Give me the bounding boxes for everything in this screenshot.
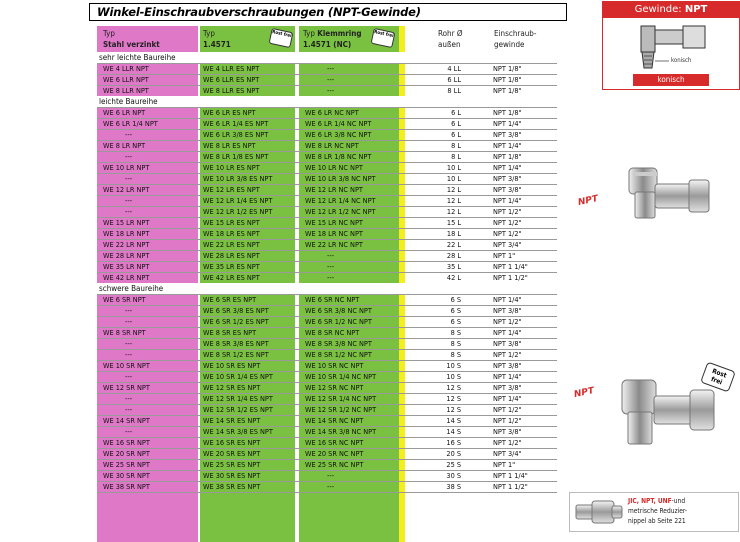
cell-thread: NPT 1/2" <box>493 416 522 425</box>
cell-nc-type: WE 8 LR 1/8 NC NPT <box>305 152 372 161</box>
cell-es-type: WE 8 LLR ES NPT <box>203 86 260 95</box>
thread-legend-konisch-small: konisch <box>671 57 692 64</box>
table-row <box>97 448 557 459</box>
cell-nc-type: --- <box>327 482 335 491</box>
cell-es-type: WE 14 SR ES NPT <box>203 416 261 425</box>
cell-stahl-type: WE 38 SR NPT <box>103 482 150 491</box>
table-row <box>97 63 557 74</box>
cell-es-type: WE 35 LR ES NPT <box>203 262 260 271</box>
cell-es-type: WE 12 SR 1/2 ES NPT <box>203 405 273 414</box>
cell-es-type: WE 6 SR ES NPT <box>203 295 257 304</box>
table-row <box>97 316 557 327</box>
table-row <box>97 195 557 206</box>
cell-thread: NPT 3/8" <box>493 383 522 392</box>
cell-pipe-od: 8 S <box>450 339 461 348</box>
table-row <box>97 426 557 437</box>
cell-thread: NPT 1/4" <box>493 119 522 128</box>
cell-es-type: WE 42 LR ES NPT <box>203 273 260 282</box>
header-col6 <box>494 28 536 50</box>
cell-nc-type: WE 22 LR NC NPT <box>305 240 363 249</box>
cell-thread: NPT 1 1/2" <box>493 482 528 491</box>
table-row <box>97 415 557 426</box>
rostfrei-badge-col2-text: Rost frei <box>271 30 292 40</box>
cell-es-type: WE 8 SR 1/2 ES NPT <box>203 350 269 359</box>
cell-es-type: WE 12 LR 1/2 ES NPT <box>203 207 273 216</box>
cell-es-type: WE 10 SR ES NPT <box>203 361 261 370</box>
header-col3-line2: 1.4571 (NC) <box>303 40 352 49</box>
cell-thread: NPT 1/8" <box>493 64 522 73</box>
cell-stahl-type: WE 10 SR NPT <box>103 361 150 370</box>
cell-thread: NPT 1/8" <box>493 108 522 117</box>
cell-nc-type: WE 12 SR 1/2 NC NPT <box>305 405 377 414</box>
cell-stahl-type: WE 10 LR NPT <box>103 163 150 172</box>
table-end-divider <box>97 492 557 493</box>
cell-thread: NPT 1/2" <box>493 207 522 216</box>
cell-pipe-od: 42 L <box>446 273 461 282</box>
cell-thread: NPT 1/2" <box>493 317 522 326</box>
cell-pipe-od: 12 L <box>446 207 461 216</box>
table-row <box>97 118 557 129</box>
cell-nc-type: --- <box>327 273 335 282</box>
cell-nc-type: WE 25 SR NC NPT <box>305 460 364 469</box>
cell-nc-type: --- <box>327 251 335 260</box>
cell-thread: NPT 1/4" <box>493 394 522 403</box>
cell-thread: NPT 1/2" <box>493 405 522 414</box>
cell-es-type: WE 38 SR ES NPT <box>203 482 261 491</box>
cell-nc-type: WE 8 SR NC NPT <box>305 328 360 337</box>
cell-thread: NPT 3/8" <box>493 339 522 348</box>
cell-nc-type: WE 14 SR 3/8 NC NPT <box>305 427 377 436</box>
cell-stahl-type: WE 6 LR 1/4 NPT <box>103 119 158 128</box>
table-row <box>97 437 557 448</box>
cell-pipe-od: 20 S <box>446 449 461 458</box>
cell-thread: NPT 1/8" <box>493 75 522 84</box>
cell-thread: NPT 1/2" <box>493 350 522 359</box>
cell-stahl-type: WE 4 LLR NPT <box>103 64 149 73</box>
cell-es-type: WE 6 LR ES NPT <box>203 108 256 117</box>
table-row <box>97 294 557 305</box>
elbow-fitting-photo-1 <box>605 162 715 232</box>
thread-legend-label: Gewinde: <box>634 4 682 15</box>
table-row <box>97 261 557 272</box>
table-row <box>97 305 557 316</box>
cell-es-type: WE 6 LR 3/8 ES NPT <box>203 130 269 139</box>
header-col3 <box>303 28 361 50</box>
header-col3-line1 <box>303 28 361 39</box>
cell-stahl-type: WE 6 SR NPT <box>103 295 146 304</box>
cell-thread: NPT 1/2" <box>493 229 522 238</box>
cell-es-type: WE 25 SR ES NPT <box>203 460 261 469</box>
table-row <box>97 371 557 382</box>
cell-nc-type: WE 8 LR NC NPT <box>305 141 359 150</box>
cell-es-type: WE 4 LLR ES NPT <box>203 64 260 73</box>
thread-legend-type: NPT <box>684 4 708 15</box>
cell-es-type: WE 12 SR ES NPT <box>203 383 261 392</box>
cell-thread: NPT 3/8" <box>493 306 522 315</box>
table-row <box>97 470 557 481</box>
cell-stahl-type: --- <box>125 427 133 436</box>
cell-nc-type: WE 12 LR 1/2 NC NPT <box>305 207 376 216</box>
table-row <box>97 173 557 184</box>
cell-stahl-type: WE 20 SR NPT <box>103 449 150 458</box>
cell-stahl-type: WE 18 LR NPT <box>103 229 150 238</box>
cell-pipe-od: 6 S <box>450 317 461 326</box>
cell-thread: NPT 1/4" <box>493 295 522 304</box>
cell-nc-type: WE 10 LR 3/8 NC NPT <box>305 174 376 183</box>
cell-es-type: WE 12 SR 1/4 ES NPT <box>203 394 273 403</box>
thread-legend-header <box>603 2 739 18</box>
cell-pipe-od: 4 LL <box>447 64 461 73</box>
cell-pipe-od: 10 S <box>446 372 461 381</box>
table-row <box>97 481 557 492</box>
cell-es-type: WE 16 SR ES NPT <box>203 438 261 447</box>
cell-es-type: WE 20 SR ES NPT <box>203 449 261 458</box>
cell-pipe-od: 10 S <box>446 361 461 370</box>
rostfrei-badge-photo-text: Rost frei <box>709 366 728 387</box>
cell-pipe-od: 6 S <box>450 306 461 315</box>
cell-nc-type: WE 14 SR NC NPT <box>305 416 364 425</box>
table-row <box>97 393 557 404</box>
table-row <box>97 459 557 470</box>
reducer-note-text-1: -und <box>671 497 686 505</box>
cell-pipe-od: 15 L <box>446 218 461 227</box>
cell-pipe-od: 8 L <box>451 152 461 161</box>
cell-pipe-od: 30 S <box>446 471 461 480</box>
cell-es-type: WE 8 SR 3/8 ES NPT <box>203 339 269 348</box>
page-title-box <box>89 3 567 21</box>
table-row <box>97 239 557 250</box>
cell-nc-type: WE 8 SR 3/8 NC NPT <box>305 339 372 348</box>
cell-thread: NPT 3/8" <box>493 185 522 194</box>
cell-stahl-type: WE 42 LR NPT <box>103 273 150 282</box>
reducer-nipple-photo <box>574 497 624 527</box>
cell-nc-type: WE 12 LR 1/4 NC NPT <box>305 196 376 205</box>
header-col3-typ: Typ <box>303 29 318 38</box>
cell-stahl-type: --- <box>125 207 133 216</box>
cell-thread: NPT 1/4" <box>493 372 522 381</box>
cell-nc-type: WE 10 SR NC NPT <box>305 361 364 370</box>
table-row <box>97 272 557 283</box>
npt-label-photo-2: NPT <box>573 386 596 400</box>
table-row <box>97 151 557 162</box>
reducer-note-red: JIC, NPT, UNF <box>628 497 672 505</box>
cell-thread: NPT 1/2" <box>493 218 522 227</box>
cell-pipe-od: 14 S <box>446 427 461 436</box>
cell-thread: NPT 1/4" <box>493 328 522 337</box>
header-col1-line2: Stahl verzinkt <box>103 40 160 49</box>
header-col1-line1: Typ <box>103 29 115 38</box>
header-col3-klemmring: Klemmring <box>317 29 362 38</box>
cell-nc-type: --- <box>327 75 335 84</box>
cell-es-type: WE 10 LR 3/8 ES NPT <box>203 174 273 183</box>
group-header <box>97 283 557 294</box>
table-row <box>97 206 557 217</box>
reducer-note-text-3: nippel ab Seite 221 <box>628 517 686 525</box>
cell-stahl-type: --- <box>125 174 133 183</box>
cell-es-type: WE 14 SR 3/8 ES NPT <box>203 427 273 436</box>
cell-es-type: WE 10 LR ES NPT <box>203 163 260 172</box>
table-row <box>97 107 557 118</box>
thread-legend-box <box>602 1 740 90</box>
cell-pipe-od: 18 L <box>446 229 461 238</box>
table-row <box>97 250 557 261</box>
cell-nc-type: WE 12 LR NC NPT <box>305 185 363 194</box>
cell-stahl-type: WE 8 LR NPT <box>103 141 146 150</box>
npt-thread-diagram-icon <box>629 20 713 72</box>
cell-stahl-type: WE 25 SR NPT <box>103 460 150 469</box>
header-col5 <box>438 28 463 50</box>
cell-pipe-od: 12 L <box>446 185 461 194</box>
cell-pipe-od: 10 L <box>446 163 461 172</box>
cell-pipe-od: 6 L <box>451 130 461 139</box>
cell-stahl-type: WE 30 SR NPT <box>103 471 150 480</box>
cell-es-type: WE 10 SR 1/4 ES NPT <box>203 372 273 381</box>
cell-nc-type: WE 6 SR 3/8 NC NPT <box>305 306 372 315</box>
rostfrei-badge-col3-text: Rost frei <box>373 30 394 40</box>
cell-es-type: WE 12 LR ES NPT <box>203 185 260 194</box>
cell-stahl-type: --- <box>125 405 133 414</box>
cell-pipe-od: 16 S <box>446 438 461 447</box>
cell-pipe-od: 22 L <box>446 240 461 249</box>
header-col2-line2: 1.4571 <box>203 40 231 49</box>
cell-thread: NPT 1" <box>493 251 516 260</box>
cell-es-type: WE 6 SR 1/2 ES NPT <box>203 317 269 326</box>
group-header <box>97 52 557 63</box>
table-row <box>97 360 557 371</box>
cell-pipe-od: 8 S <box>450 328 461 337</box>
cell-thread: NPT 3/8" <box>493 174 522 183</box>
cell-stahl-type: --- <box>125 306 133 315</box>
cell-nc-type: WE 6 LR 1/4 NC NPT <box>305 119 372 128</box>
cell-stahl-type: --- <box>125 350 133 359</box>
cell-es-type: WE 6 LLR ES NPT <box>203 75 260 84</box>
cell-nc-type: WE 8 SR 1/2 NC NPT <box>305 350 372 359</box>
cell-stahl-type: --- <box>125 394 133 403</box>
cell-thread: NPT 1/4" <box>493 163 522 172</box>
cell-nc-type: WE 20 SR NC NPT <box>305 449 364 458</box>
cell-nc-type: --- <box>327 262 335 271</box>
cell-thread: NPT 1/2" <box>493 438 522 447</box>
cell-nc-type: WE 10 LR NC NPT <box>305 163 363 172</box>
table-row <box>97 382 557 393</box>
cell-nc-type: WE 6 SR 1/2 NC NPT <box>305 317 372 326</box>
cell-stahl-type: WE 35 LR NPT <box>103 262 150 271</box>
group-label: leichte Baureihe <box>99 97 158 106</box>
cell-pipe-od: 12 S <box>446 394 461 403</box>
thread-legend-konisch-bar: konisch <box>633 74 709 86</box>
cell-pipe-od: 35 L <box>446 262 461 271</box>
cell-thread: NPT 1" <box>493 460 516 469</box>
cell-thread: NPT 1/4" <box>493 196 522 205</box>
cell-nc-type: WE 6 LR NC NPT <box>305 108 359 117</box>
cell-nc-type: --- <box>327 86 335 95</box>
cell-pipe-od: 8 S <box>450 350 461 359</box>
header-col2 <box>203 28 231 50</box>
cell-thread: NPT 1 1/4" <box>493 471 528 480</box>
cell-thread: NPT 3/4" <box>493 240 522 249</box>
group-header <box>97 96 557 107</box>
cell-stahl-type: WE 12 SR NPT <box>103 383 150 392</box>
cell-thread: NPT 1 1/2" <box>493 273 528 282</box>
cell-es-type: WE 28 LR ES NPT <box>203 251 260 260</box>
cell-nc-type: WE 16 SR NC NPT <box>305 438 364 447</box>
table-row <box>97 74 557 85</box>
cell-stahl-type: --- <box>125 130 133 139</box>
cell-es-type: WE 6 SR 3/8 ES NPT <box>203 306 269 315</box>
cell-es-type: WE 15 LR ES NPT <box>203 218 260 227</box>
cell-pipe-od: 6 S <box>450 295 461 304</box>
table-row <box>97 140 557 151</box>
group-label: schwere Baureihe <box>99 284 164 293</box>
cell-pipe-od: 12 S <box>446 383 461 392</box>
cell-pipe-od: 12 S <box>446 405 461 414</box>
cell-es-type: WE 8 SR ES NPT <box>203 328 257 337</box>
cell-nc-type: WE 15 LR NC NPT <box>305 218 363 227</box>
cell-stahl-type: --- <box>125 372 133 381</box>
cell-stahl-type: WE 22 LR NPT <box>103 240 150 249</box>
cell-pipe-od: 8 LL <box>447 86 461 95</box>
cell-thread: NPT 3/8" <box>493 361 522 370</box>
cell-es-type: WE 30 SR ES NPT <box>203 471 261 480</box>
cell-stahl-type: --- <box>125 196 133 205</box>
table-row <box>97 129 557 140</box>
cell-pipe-od: 8 L <box>451 141 461 150</box>
cell-nc-type: --- <box>327 471 335 480</box>
cell-pipe-od: 25 S <box>446 460 461 469</box>
cell-thread: NPT 1/4" <box>493 141 522 150</box>
cell-nc-type: WE 12 SR NC NPT <box>305 383 364 392</box>
cell-nc-type: WE 12 SR 1/4 NC NPT <box>305 394 377 403</box>
table-row <box>97 162 557 173</box>
table-row <box>97 338 557 349</box>
cell-stahl-type: --- <box>125 339 133 348</box>
cell-thread: NPT 3/4" <box>493 449 522 458</box>
cell-stahl-type: WE 6 LLR NPT <box>103 75 149 84</box>
cell-thread: NPT 3/8" <box>493 130 522 139</box>
cell-stahl-type: WE 15 LR NPT <box>103 218 150 227</box>
group-label: sehr leichte Baureihe <box>99 53 176 62</box>
table-row <box>97 327 557 338</box>
cell-es-type: WE 8 LR ES NPT <box>203 141 256 150</box>
cell-pipe-od: 28 L <box>446 251 461 260</box>
cell-stahl-type: --- <box>125 152 133 161</box>
cell-es-type: WE 8 LR 1/8 ES NPT <box>203 152 269 161</box>
cell-pipe-od: 10 L <box>446 174 461 183</box>
cell-pipe-od: 14 S <box>446 416 461 425</box>
elbow-fitting-photo-2 <box>602 372 720 452</box>
npt-label-photo-1: NPT <box>577 194 600 208</box>
cell-stahl-type: WE 8 LLR NPT <box>103 86 149 95</box>
cell-pipe-od: 6 L <box>451 119 461 128</box>
reducer-note-box <box>569 492 739 532</box>
cell-stahl-type: WE 8 SR NPT <box>103 328 146 337</box>
cell-stahl-type: WE 14 SR NPT <box>103 416 150 425</box>
cell-pipe-od: 38 S <box>446 482 461 491</box>
header-col6-line2: gewinde <box>494 40 525 49</box>
header-col1 <box>103 28 160 50</box>
cell-stahl-type: WE 28 LR NPT <box>103 251 150 260</box>
cell-es-type: WE 18 LR ES NPT <box>203 229 260 238</box>
cell-es-type: WE 22 LR ES NPT <box>203 240 260 249</box>
reducer-note-text <box>628 496 736 526</box>
table-row <box>97 85 557 96</box>
cell-es-type: WE 6 LR 1/4 ES NPT <box>203 119 269 128</box>
cell-stahl-type: --- <box>125 317 133 326</box>
header-col6-line1: Einschraub- <box>494 29 537 38</box>
cell-pipe-od: 12 L <box>446 196 461 205</box>
cell-stahl-type: WE 6 LR NPT <box>103 108 146 117</box>
cell-stahl-type: WE 16 SR NPT <box>103 438 150 447</box>
table-row <box>97 184 557 195</box>
reducer-note-text-2: metrische Reduzier- <box>628 507 688 515</box>
page-title: Winkel-Einschraubverschraubungen (NPT-Gewinde) <box>97 5 421 19</box>
table-row <box>97 349 557 360</box>
cell-thread: NPT 1/8" <box>493 86 522 95</box>
cell-nc-type: WE 6 LR 3/8 NC NPT <box>305 130 372 139</box>
header-col5-line1: Rohr Ø <box>438 29 463 38</box>
cell-nc-type: --- <box>327 64 335 73</box>
table-row <box>97 217 557 228</box>
cell-stahl-type: WE 12 LR NPT <box>103 185 150 194</box>
cell-pipe-od: 6 LL <box>447 75 461 84</box>
header-col2-line1: Typ <box>203 29 215 38</box>
cell-pipe-od: 6 L <box>451 108 461 117</box>
cell-thread: NPT 3/8" <box>493 427 522 436</box>
cell-thread: NPT 1 1/4" <box>493 262 528 271</box>
cell-nc-type: WE 6 SR NC NPT <box>305 295 360 304</box>
cell-nc-type: WE 10 SR 1/4 NC NPT <box>305 372 377 381</box>
header-col5-line2: außen <box>438 40 461 49</box>
cell-es-type: WE 12 LR 1/4 ES NPT <box>203 196 273 205</box>
cell-thread: NPT 1/8" <box>493 152 522 161</box>
table-row <box>97 404 557 415</box>
cell-nc-type: WE 18 LR NC NPT <box>305 229 363 238</box>
table-row <box>97 228 557 239</box>
